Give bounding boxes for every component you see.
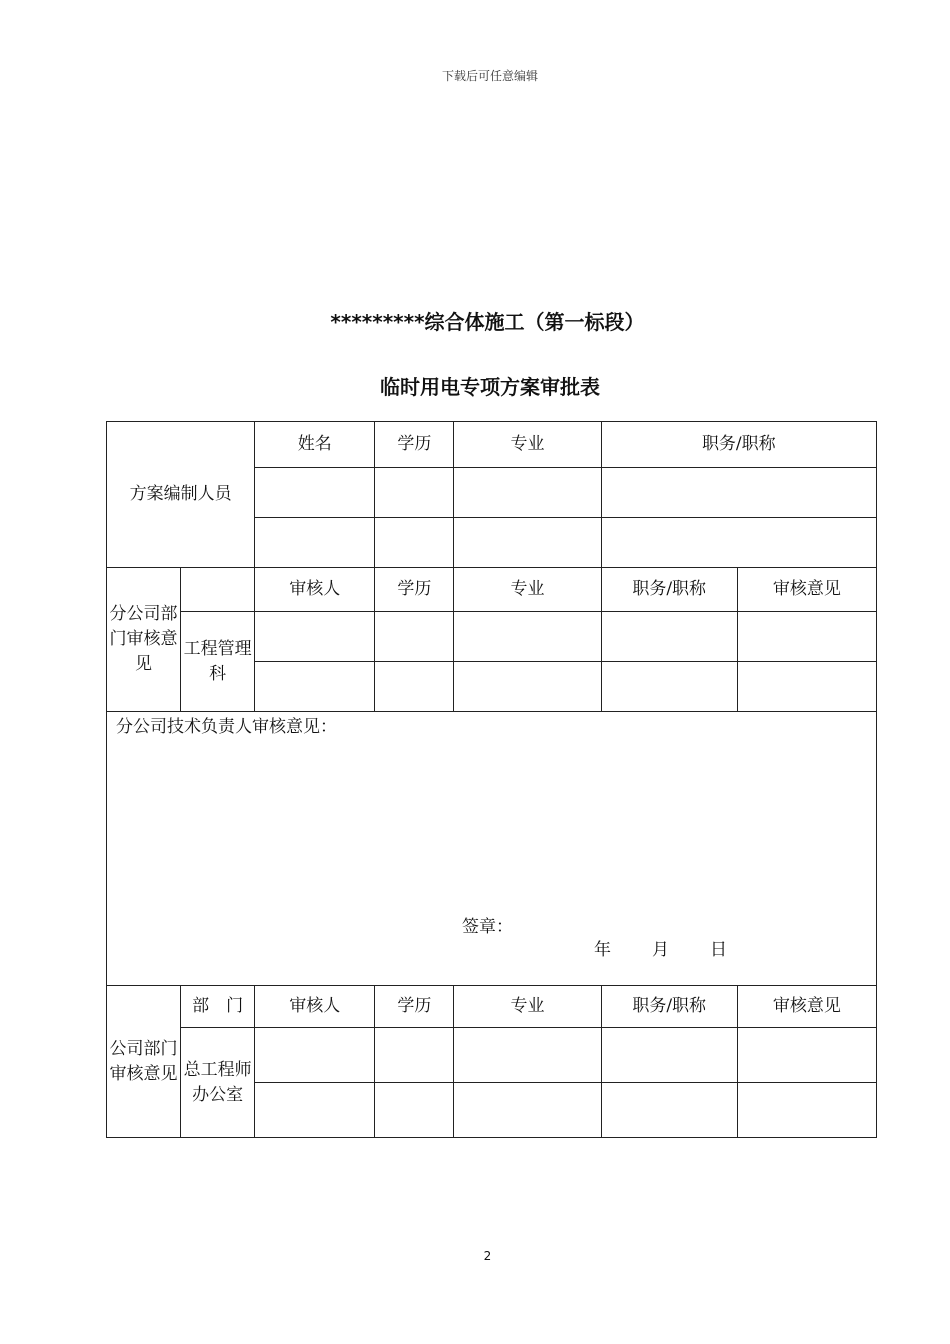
date-year-label: 年	[594, 940, 611, 960]
opinion-cell[interactable]	[737, 1083, 876, 1138]
compiler-education-cell[interactable]	[375, 518, 454, 568]
signature-label: 签章：	[462, 917, 513, 937]
approval-form-table	[106, 421, 877, 1138]
header-title: 职务/职称	[601, 986, 737, 1028]
header-major: 专业	[454, 568, 601, 612]
branch-dept-review-label: 分公司部门审核意见	[107, 568, 181, 712]
compiler-title-cell[interactable]	[601, 468, 876, 518]
compiler-major-cell[interactable]	[454, 518, 601, 568]
header-review-opinion: 审核意见	[737, 568, 876, 612]
header-reviewer: 审核人	[255, 986, 375, 1028]
title-cell[interactable]	[601, 1028, 737, 1083]
header-major: 专业	[454, 422, 601, 468]
reviewer-cell[interactable]	[255, 1083, 375, 1138]
education-cell[interactable]	[375, 1083, 454, 1138]
page-number: 2	[483, 1249, 492, 1263]
title-cell[interactable]	[601, 612, 737, 662]
header-title: 职务/职称	[601, 422, 876, 468]
dept-header: 部 门	[181, 986, 255, 1028]
header-name: 姓名	[255, 422, 375, 468]
technical-lead-opinion-box[interactable]	[107, 712, 877, 986]
title-cell[interactable]	[601, 662, 737, 712]
opinion-cell[interactable]	[737, 1028, 876, 1083]
major-cell[interactable]	[454, 662, 601, 712]
opinion-cell[interactable]	[737, 612, 876, 662]
header-education: 学历	[375, 422, 454, 468]
compiler-title-cell[interactable]	[601, 518, 876, 568]
company-dept-review-label: 公司部门审核意见	[107, 986, 181, 1138]
education-cell[interactable]	[375, 612, 454, 662]
compiler-label: 方案编制人员	[107, 422, 255, 568]
header-review-opinion: 审核意见	[737, 986, 876, 1028]
header-major: 专业	[454, 986, 601, 1028]
major-cell[interactable]	[454, 612, 601, 662]
reviewer-cell[interactable]	[255, 1028, 375, 1083]
document-title: *********综合体施工（第一标段）	[330, 310, 645, 334]
education-cell[interactable]	[375, 1028, 454, 1083]
engineering-management-dept: 工程管理科	[181, 612, 255, 712]
header-education: 学历	[375, 986, 454, 1028]
education-cell[interactable]	[375, 662, 454, 712]
chief-engineer-office: 总工程师办公室	[181, 1028, 255, 1138]
header-reviewer: 审核人	[255, 568, 375, 612]
date-day-label: 日	[710, 940, 727, 960]
header-education: 学历	[375, 568, 454, 612]
form-title: 临时用电专项方案审批表	[380, 375, 600, 399]
header-note: 下载后可任意编辑	[441, 69, 538, 83]
reviewer-cell[interactable]	[255, 662, 375, 712]
compiler-major-cell[interactable]	[454, 468, 601, 518]
date-month-label: 月	[652, 940, 669, 960]
title-cell[interactable]	[601, 1083, 737, 1138]
compiler-name-cell[interactable]	[255, 518, 375, 568]
technical-lead-opinion-label: 分公司技术负责人审核意见：	[116, 717, 337, 737]
branch-dept-header-blank	[181, 568, 255, 612]
reviewer-cell[interactable]	[255, 612, 375, 662]
major-cell[interactable]	[454, 1083, 601, 1138]
compiler-name-cell[interactable]	[255, 468, 375, 518]
opinion-cell[interactable]	[737, 662, 876, 712]
header-title: 职务/职称	[601, 568, 737, 612]
compiler-education-cell[interactable]	[375, 468, 454, 518]
major-cell[interactable]	[454, 1028, 601, 1083]
